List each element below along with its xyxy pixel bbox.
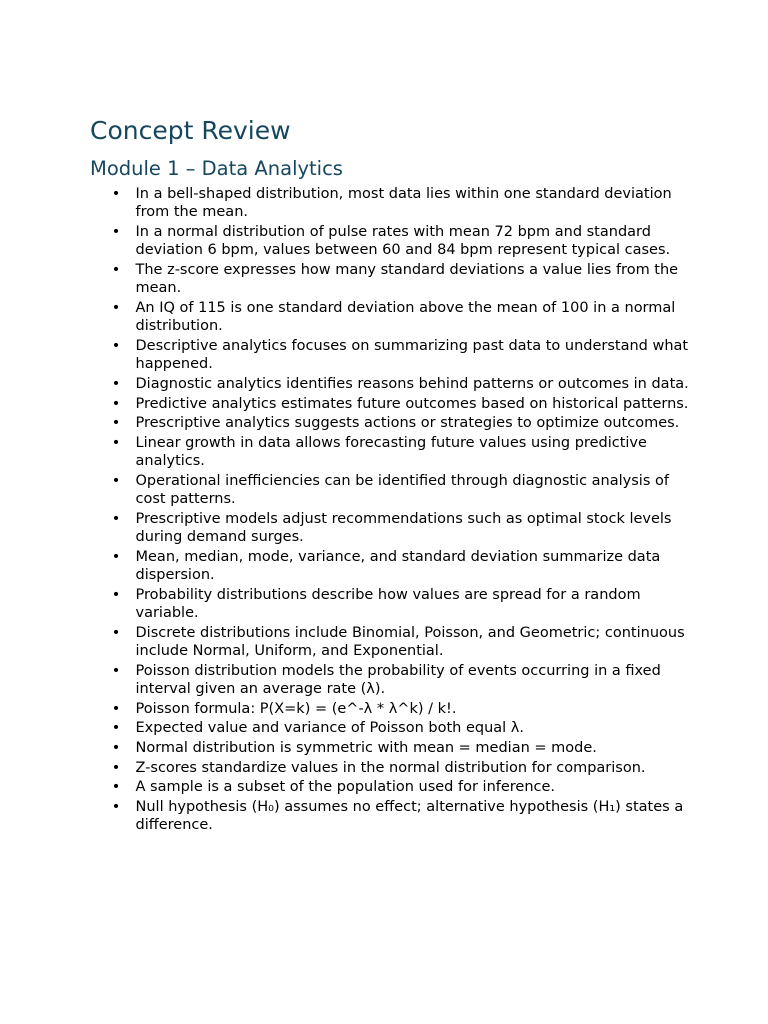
list-item-text: Probability distributions describe how values are spread for a random variable. <box>135 586 641 622</box>
list-item <box>90 759 690 777</box>
list-item <box>90 414 690 432</box>
bullet-dot-icon: • <box>111 798 121 815</box>
list-item-text: Z-scores standardize values in the normal distribution for comparison. <box>135 759 646 776</box>
list-item <box>90 624 690 661</box>
bullet-dot-icon: • <box>111 510 121 527</box>
list-item <box>90 299 690 336</box>
list-item <box>90 337 690 374</box>
list-item <box>90 434 690 471</box>
list-item <box>90 778 690 796</box>
bullet-dot-icon: • <box>111 548 121 565</box>
list-item-text: Prescriptive models adjust recommendations such as optimal stock levels during demand surges. <box>135 510 672 546</box>
list-item-text: The z-score expresses how many standard deviations a value lies from the mean. <box>135 262 679 297</box>
list-item-text: Null hypothesis (H₀) assumes no effect; alternative hypothesis (H₁) states a difference. <box>135 798 684 834</box>
list-item-text: Operational inefficiencies can be identified through diagnostic analysis of cost patterns. <box>135 472 669 508</box>
list-item-text: Poisson distribution models the probability of events occurring in a fixed interval given an average rate (λ). <box>135 662 661 698</box>
bullet-dot-icon: • <box>111 759 121 776</box>
bullet-dot-icon: • <box>111 376 121 392</box>
list-item <box>90 662 690 699</box>
bullet-dot-icon: • <box>111 779 121 796</box>
list-item <box>90 700 690 718</box>
list-item-text: Descriptive analytics focuses on summarizing past data to understand what happened. <box>135 338 689 373</box>
list-item <box>90 261 690 298</box>
bullet-dot-icon: • <box>111 415 121 432</box>
list-item-text: An IQ of 115 is one standard deviation above the mean of 100 in a normal distribution. <box>135 300 676 335</box>
bullet-dot-icon: • <box>111 434 121 451</box>
bullet-list <box>90 185 690 836</box>
list-item-text: In a normal distribution of pulse rates with mean 72 bpm and standard deviation 6 bpm, values between 60 and 84 bpm represent typical cases. <box>135 224 671 259</box>
bullet-dot-icon: • <box>111 700 121 717</box>
list-item <box>90 375 690 393</box>
bullet-dot-icon: • <box>111 720 121 737</box>
list-item-text: In a bell-shaped distribution, most data lies within one standard deviation from the mean. <box>135 186 672 221</box>
bullet-dot-icon: • <box>111 262 121 278</box>
list-item <box>90 395 690 413</box>
bullet-dot-icon: • <box>111 300 121 316</box>
list-item <box>90 185 690 222</box>
bullet-dot-icon: • <box>111 662 121 679</box>
bullet-dot-icon: • <box>111 739 121 756</box>
list-item <box>90 472 690 509</box>
bullet-dot-icon: • <box>111 395 121 412</box>
bullet-dot-icon: • <box>111 472 121 489</box>
list-item <box>90 223 690 260</box>
list-item-text: Prescriptive analytics suggests actions or strategies to optimize outcomes. <box>135 415 680 432</box>
bullet-dot-icon: • <box>111 186 121 202</box>
list-item-text: Linear growth in data allows forecasting future values using predictive analytics. <box>135 434 647 470</box>
list-item <box>90 548 690 585</box>
list-item <box>90 510 690 547</box>
list-item-text: Mean, median, mode, variance, and standard deviation summarize data dispersion. <box>135 548 661 584</box>
bullet-dot-icon: • <box>111 624 121 641</box>
list-item-text: Diagnostic analytics identifies reasons behind patterns or outcomes in data. <box>135 376 689 392</box>
list-item <box>90 798 690 835</box>
bullet-dot-icon: • <box>111 224 121 240</box>
list-item <box>90 739 690 757</box>
list-item <box>90 719 690 737</box>
list-item-text: Normal distribution is symmetric with mean = median = mode. <box>135 739 597 756</box>
page-title: Concept Review <box>90 116 291 145</box>
list-item-text: Discrete distributions include Binomial, Poisson, and Geometric; continuous include Normal, Uniform, and Exponential. <box>135 624 685 660</box>
list-item-text: Poisson formula: P(X=k) = (e^-λ * λ^k) / k!. <box>135 700 457 717</box>
bullet-dot-icon: • <box>111 586 121 603</box>
list-item-text: A sample is a subset of the population used for inference. <box>135 779 556 796</box>
section-heading: Module 1 – Data Analytics <box>90 157 343 180</box>
bullet-dot-icon: • <box>111 338 121 354</box>
list-item <box>90 586 690 623</box>
list-item-text: Expected value and variance of Poisson both equal λ. <box>135 720 524 737</box>
list-item-text: Predictive analytics estimates future outcomes based on historical patterns. <box>135 395 689 412</box>
